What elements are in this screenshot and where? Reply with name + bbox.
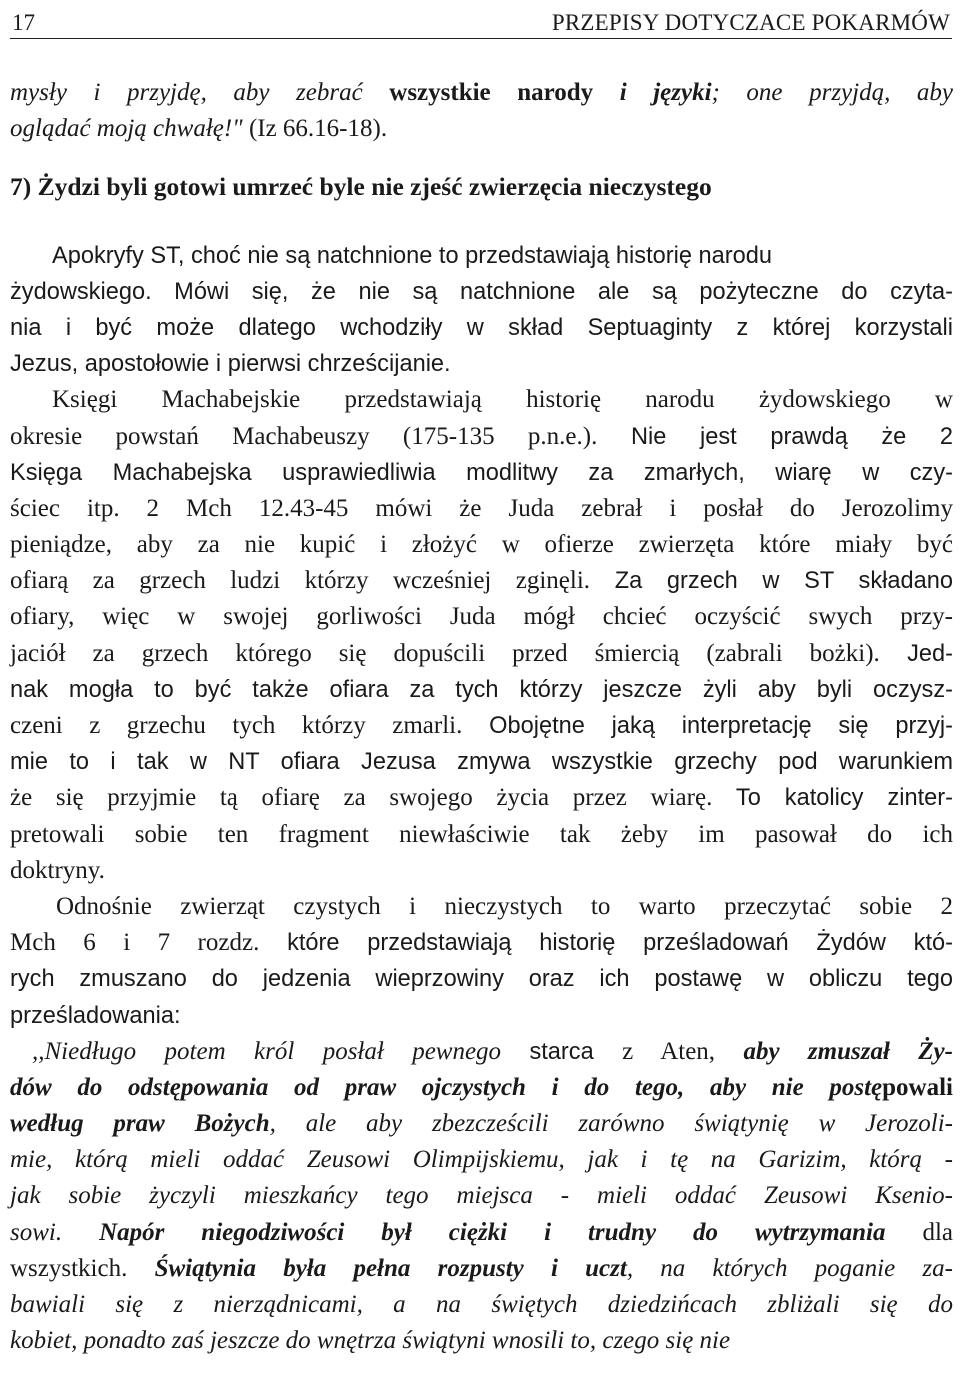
text-line: Odnośnie zwierząt czystych i nieczystych to warto przeczytać sobie 2 — [56, 892, 953, 920]
text-line: okresie powstań Machabeuszy (175-135 p.n.e.). Nie jest prawdą że 2 — [10, 422, 953, 450]
text-line: Jezus, apostołowie i pierwsi chrześcijanie. — [10, 351, 451, 378]
text-line: ofiary, więc w swojej gorliwości Juda mógł chcieć oczyścić swych przy- — [10, 603, 953, 631]
text-line: Mch 6 i 7 rozdz. które przedstawiają historię prześladowań Żydów któ- — [10, 929, 953, 957]
text-line: ściec itp. 2 Mch 12.43-45 mówi że Juda zebrał i posłał do Jerozolimy — [10, 494, 953, 522]
text-line: Apokryfy ST, choć nie są natchnione to przedstawiają historię narodu — [52, 242, 773, 269]
page-body — [10, 75, 953, 1359]
page-header — [10, 4, 952, 39]
text-line: dów do odstępowania od praw ojczystych i do tego, aby nie postępowali — [10, 1073, 953, 1101]
text-line: ,,Niedługo potem król posłał pewnego starca z Aten, aby zmuszał Ży- — [32, 1037, 953, 1065]
text-line: nak mogła to być także ofiara za tych którzy jeszcze żyli aby byli oczysz- — [10, 676, 953, 703]
text-line: Księga Machabejska usprawiedliwia modlitwy za zmarłych, wiarę w czy- — [10, 459, 953, 486]
text-line: Księgi Machabejskie przedstawiają historię narodu żydowskiego w — [52, 386, 953, 414]
text-line: oglądać moją chwałę!" (Iz 66.16-18). — [10, 115, 388, 143]
text-line: jaciół za grzech którego się dopuścili przed śmiercią (zabrali bożki). Jed- — [10, 639, 953, 667]
page-number: 17 — [12, 10, 35, 35]
text-line: mie to i tak w NT ofiara Jezusa zmywa wszystkie grzechy pod warunkiem — [10, 749, 953, 776]
text-line: rych zmuszano do jedzenia wieprzowiny oraz ich postawę w obliczu tego — [10, 966, 953, 993]
text-line: żydowskiego. Mówi się, że nie są natchnione ale są pożyteczne do czyta- — [10, 278, 953, 305]
text-line: ofiarą za grzech ludzi którzy wcześniej zginęli. Za grzech w ST składano — [10, 567, 953, 595]
text-line: mie, którą mieli oddać Zeusowi Olimpijskiemu, jak i tę na Garizim, którą - — [10, 1146, 953, 1174]
text-line: bawiali się z nierządnicami, a na świętych dziedzińcach zbliżali się do — [10, 1291, 953, 1318]
text-line: że się przyjmie tą ofiarę za swojego życia przez wiarę. To katolicy zinter- — [10, 784, 953, 812]
text-line: prześladowania: — [10, 1002, 181, 1029]
text-line: pretowali sobie ten fragment niewłaściwie tak żeby im pasował do ich — [10, 820, 953, 848]
running-title: PRZEPISY DOTYCZACE POKARMÓW — [551, 10, 950, 35]
text-line: pieniądze, aby za nie kupić i złożyć w ofierze zwierzęta które miały być — [10, 531, 953, 559]
text-line: wszystkich. Świątynia była pełna rozpusty i uczt, na których poganie za- — [10, 1254, 953, 1282]
text-line: nia i być może dlatego wchodziły w skład Septuaginty z której korzystali — [10, 314, 953, 341]
text-line: doktryny. — [10, 856, 105, 884]
text-line: mysły i przyjdę, aby zebrać wszystkie narody i języki; one przyjdą, aby — [10, 79, 953, 106]
text-line: kobiet, ponadto zaś jeszcze do wnętrza świątyni wnosili to, czego się nie — [10, 1327, 731, 1355]
text-line: według praw Bożych, ale aby zbezcześcili zarówno świątynię w Jerozoli- — [10, 1110, 953, 1138]
text-line: czeni z grzechu tych którzy zmarli. Obojętne jaką interpretację się przyj- — [10, 712, 953, 739]
section-heading: 7) Żydzi byli gotowi umrzeć byle nie zjeść zwierzęcia nieczystego — [10, 172, 712, 202]
text-line: jak sobie życzyli mieszkańcy tego miejsca - mieli oddać Zeusowi Ksenio- — [10, 1182, 953, 1210]
text-line: sowi. Napór niegodziwości był ciężki i trudny do wytrzymania dla — [10, 1218, 954, 1246]
